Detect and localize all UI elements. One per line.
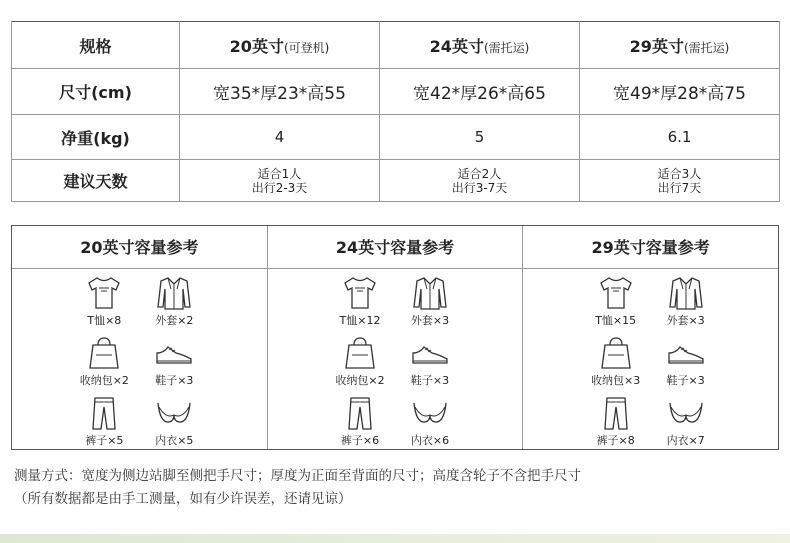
bra-icon bbox=[154, 395, 194, 431]
capacity-item-tshirt bbox=[329, 270, 391, 328]
shoe-icon bbox=[154, 335, 194, 371]
row-label-days: 建议天数 bbox=[12, 160, 180, 202]
days-value-20: 适合1人 出行2-3天 bbox=[180, 160, 380, 202]
capacity-item-pants bbox=[329, 390, 391, 448]
capacity-label: 外套×3 bbox=[666, 314, 705, 327]
capacity-item-pants bbox=[73, 390, 135, 448]
spec-table bbox=[11, 21, 780, 202]
capacity-label: 外套×3 bbox=[410, 314, 450, 327]
weight-value-20: 4 bbox=[180, 115, 380, 160]
capacity-item-pants bbox=[585, 390, 647, 448]
capacity-label: T恤×15 bbox=[595, 314, 637, 327]
capacity-label: 内衣×6 bbox=[410, 434, 450, 447]
capacity-label: T恤×12 bbox=[339, 314, 381, 327]
capacity-label: 鞋子×3 bbox=[155, 374, 194, 387]
row-label-size: 尺寸(cm) bbox=[12, 69, 180, 115]
spec-header-label: 规格 bbox=[12, 22, 180, 69]
capacity-label: 收纳包×2 bbox=[79, 374, 129, 387]
spec-row-size bbox=[12, 69, 780, 115]
capacity-item-jacket bbox=[143, 270, 205, 328]
shoe-icon bbox=[410, 335, 450, 371]
bag-icon bbox=[596, 335, 636, 371]
bra-icon bbox=[666, 395, 706, 431]
spec-row-days bbox=[12, 160, 780, 202]
capacity-label: 裤子×8 bbox=[596, 434, 635, 447]
capacity-title: 29英寸容量参考 bbox=[523, 226, 778, 269]
capacity-label: 鞋子×3 bbox=[666, 374, 705, 387]
tshirt-icon bbox=[596, 275, 636, 311]
capacity-label: 鞋子×3 bbox=[410, 374, 450, 387]
capacity-item-bag bbox=[329, 330, 391, 388]
capacity-label: 内衣×5 bbox=[155, 434, 194, 447]
spec-header-20: 20英寸(可登机) bbox=[180, 22, 380, 69]
capacity-panel-29 bbox=[523, 226, 778, 449]
spec-header-29: 29英寸(需托运) bbox=[580, 22, 780, 69]
capacity-label: 裤子×5 bbox=[85, 434, 124, 447]
days-value-29: 适合3人 出行7天 bbox=[580, 160, 780, 202]
bag-icon bbox=[84, 335, 124, 371]
capacity-item-bra bbox=[399, 390, 461, 448]
size-value-24: 宽42*厚26*高65 bbox=[380, 69, 580, 115]
weight-value-29: 6.1 bbox=[580, 115, 780, 160]
capacity-grid bbox=[268, 269, 523, 449]
capacity-item-tshirt bbox=[585, 270, 647, 328]
jacket-icon bbox=[666, 275, 706, 311]
jacket-icon bbox=[410, 275, 450, 311]
capacity-panel-20 bbox=[12, 226, 268, 449]
shoe-icon bbox=[666, 335, 706, 371]
capacity-title: 20英寸容量参考 bbox=[12, 226, 267, 269]
pants-icon bbox=[84, 395, 124, 431]
pants-icon bbox=[596, 395, 636, 431]
capacity-label: 收纳包×2 bbox=[335, 374, 385, 387]
capacity-item-bag bbox=[73, 330, 135, 388]
capacity-item-shoe bbox=[143, 330, 205, 388]
capacity-label: 外套×2 bbox=[155, 314, 194, 327]
tshirt-icon bbox=[340, 275, 380, 311]
capacity-grid bbox=[12, 269, 267, 449]
capacity-label: T恤×8 bbox=[87, 314, 122, 327]
pants-icon bbox=[340, 395, 380, 431]
capacity-label: 收纳包×3 bbox=[591, 374, 641, 387]
spec-row-weight bbox=[12, 115, 780, 160]
capacity-section bbox=[11, 225, 779, 450]
capacity-item-shoe bbox=[399, 330, 461, 388]
size-value-20: 宽35*厚23*高55 bbox=[180, 69, 380, 115]
days-value-24: 适合2人 出行3-7天 bbox=[380, 160, 580, 202]
bra-icon bbox=[410, 395, 450, 431]
capacity-label: 裤子×6 bbox=[340, 434, 380, 447]
jacket-icon bbox=[154, 275, 194, 311]
capacity-panel-24 bbox=[268, 226, 524, 449]
capacity-item-jacket bbox=[655, 270, 717, 328]
capacity-item-bag bbox=[585, 330, 647, 388]
capacity-item-jacket bbox=[399, 270, 461, 328]
size-value-29: 宽49*厚28*高75 bbox=[580, 69, 780, 115]
tshirt-icon bbox=[84, 275, 124, 311]
capacity-label: 内衣×7 bbox=[666, 434, 705, 447]
row-label-weight: 净重(kg) bbox=[12, 115, 180, 160]
spec-header-24: 24英寸(需托运) bbox=[380, 22, 580, 69]
capacity-item-shoe bbox=[655, 330, 717, 388]
capacity-item-bra bbox=[655, 390, 717, 448]
capacity-grid bbox=[523, 269, 778, 449]
spec-header-row bbox=[12, 22, 780, 69]
capacity-item-tshirt bbox=[73, 270, 135, 328]
measurement-note: 测量方式：宽度为侧边站脚至侧把手尺寸；厚度为正面至背面的尺寸；高度含轮子不含把手尺寸 bbox=[14, 468, 581, 484]
capacity-item-bra bbox=[143, 390, 205, 448]
measurement-disclaimer: （所有数据都是由手工测量，如有少许误差，还请见谅） bbox=[14, 491, 352, 507]
capacity-title: 24英寸容量参考 bbox=[268, 226, 523, 269]
bottom-decor-bar bbox=[0, 534, 790, 543]
bag-icon bbox=[340, 335, 380, 371]
weight-value-24: 5 bbox=[380, 115, 580, 160]
